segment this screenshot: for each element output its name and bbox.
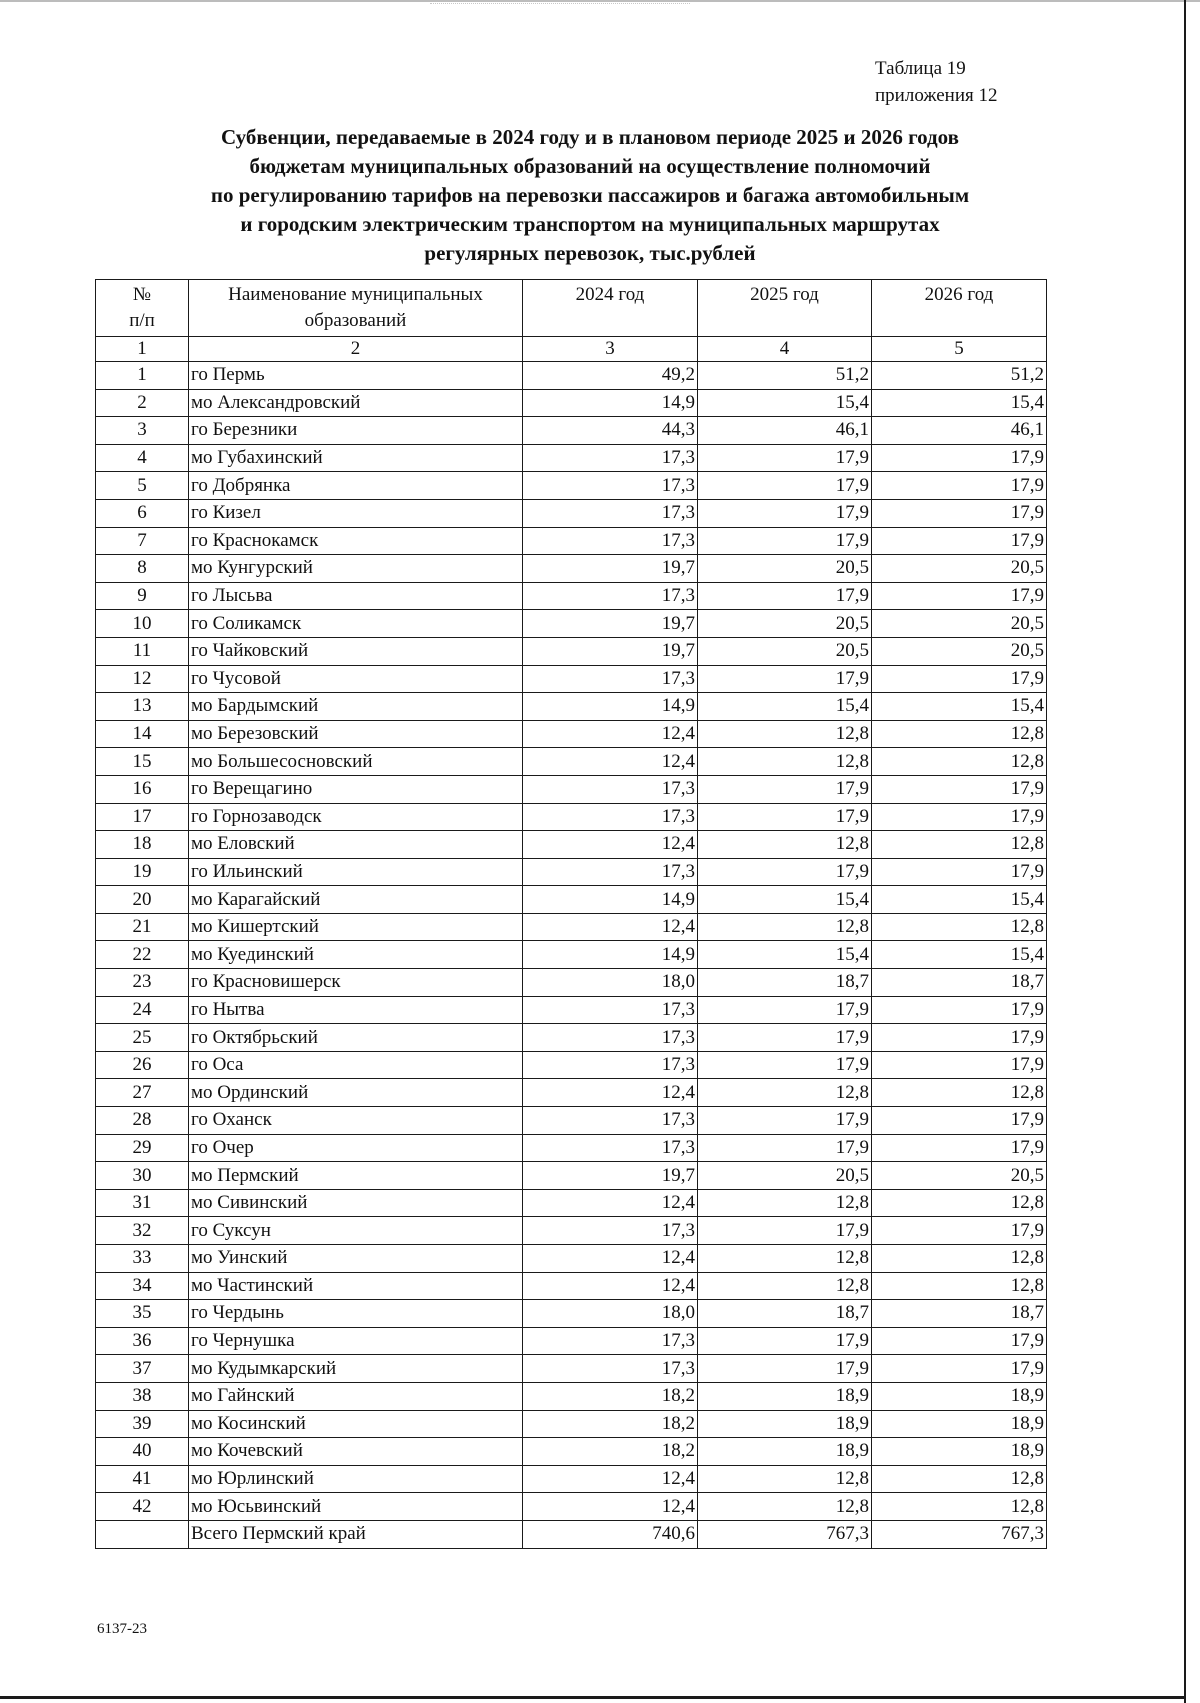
row-number: 3 <box>96 417 189 445</box>
row-number: 22 <box>96 941 189 969</box>
municipality-name: го Очер <box>189 1134 523 1162</box>
column-number: 3 <box>523 337 698 362</box>
value-2025: 17,9 <box>698 1355 872 1383</box>
header-row <box>96 280 1047 337</box>
municipality-name: го Октябрьский <box>189 1024 523 1052</box>
value-2024: 17,3 <box>523 1217 698 1245</box>
row-number: 6 <box>96 499 189 527</box>
title-line2: бюджетам муниципальных образований на осуществление полномочий <box>249 154 931 178</box>
value-2026: 17,9 <box>872 582 1047 610</box>
row-number: 15 <box>96 748 189 776</box>
row-number: 31 <box>96 1189 189 1217</box>
value-2025: 20,5 <box>698 637 872 665</box>
header-number-line1: № <box>132 284 152 305</box>
value-2025: 15,4 <box>698 886 872 914</box>
row-number: 4 <box>96 444 189 472</box>
scan-bottom-edge <box>0 1696 1186 1699</box>
municipality-name: го Соликамск <box>189 610 523 638</box>
value-2025: 17,9 <box>698 1107 872 1135</box>
value-2024: 12,4 <box>523 1272 698 1300</box>
document-code: 6137-23 <box>97 1621 147 1637</box>
value-2026: 12,8 <box>872 1245 1047 1273</box>
municipality-name: го Кизел <box>189 499 523 527</box>
header-2026: 2026 год <box>872 280 1047 337</box>
municipality-name: го Лысьва <box>189 582 523 610</box>
row-number: 25 <box>96 1024 189 1052</box>
municipality-name: мо Кудымкарский <box>189 1355 523 1383</box>
municipality-name: го Оханск <box>189 1107 523 1135</box>
table-row <box>96 748 1047 776</box>
total-2026: 767,3 <box>872 1520 1047 1548</box>
value-2025: 15,4 <box>698 693 872 721</box>
row-number: 24 <box>96 996 189 1024</box>
municipality-name: мо Березовский <box>189 720 523 748</box>
table-row <box>96 941 1047 969</box>
municipality-name: мо Кочевский <box>189 1438 523 1466</box>
municipality-name: го Березники <box>189 417 523 445</box>
table-row <box>96 1134 1047 1162</box>
row-number: 28 <box>96 1107 189 1135</box>
value-2026: 17,9 <box>872 996 1047 1024</box>
value-2025: 18,7 <box>698 969 872 997</box>
value-2025: 12,8 <box>698 1272 872 1300</box>
municipality-name: го Нытва <box>189 996 523 1024</box>
value-2025: 17,9 <box>698 996 872 1024</box>
value-2026: 12,8 <box>872 720 1047 748</box>
value-2026: 17,9 <box>872 858 1047 886</box>
value-2026: 12,8 <box>872 1465 1047 1493</box>
municipality-name: мо Губахинский <box>189 444 523 472</box>
municipality-name: мо Кишертский <box>189 913 523 941</box>
value-2026: 12,8 <box>872 913 1047 941</box>
row-number: 5 <box>96 472 189 500</box>
value-2024: 18,2 <box>523 1382 698 1410</box>
value-2026: 12,8 <box>872 1493 1047 1521</box>
value-2024: 14,9 <box>523 389 698 417</box>
value-2025: 12,8 <box>698 1493 872 1521</box>
table-row <box>96 1217 1047 1245</box>
header-municipality-line2: образований <box>304 310 407 331</box>
row-number: 32 <box>96 1217 189 1245</box>
value-2024: 12,4 <box>523 913 698 941</box>
value-2025: 18,7 <box>698 1300 872 1328</box>
municipality-name: мо Пермский <box>189 1162 523 1190</box>
municipality-name: мо Юсьвинский <box>189 1493 523 1521</box>
municipality-name: го Оса <box>189 1051 523 1079</box>
row-number: 8 <box>96 555 189 583</box>
municipality-name: мо Ординский <box>189 1079 523 1107</box>
table-row <box>96 803 1047 831</box>
value-2026: 17,9 <box>872 775 1047 803</box>
table-row <box>96 1355 1047 1383</box>
table-row <box>96 610 1047 638</box>
municipality-name: мо Карагайский <box>189 886 523 914</box>
value-2025: 17,9 <box>698 1051 872 1079</box>
value-2024: 12,4 <box>523 831 698 859</box>
subventions-table <box>95 279 1047 1549</box>
row-number: 27 <box>96 1079 189 1107</box>
value-2026: 17,9 <box>872 1327 1047 1355</box>
municipality-name: мо Александровский <box>189 389 523 417</box>
value-2024: 17,3 <box>523 1051 698 1079</box>
table-row <box>96 996 1047 1024</box>
value-2026: 12,8 <box>872 831 1047 859</box>
value-2025: 17,9 <box>698 858 872 886</box>
value-2026: 17,9 <box>872 1107 1047 1135</box>
table-row <box>96 1024 1047 1052</box>
value-2024: 17,3 <box>523 803 698 831</box>
row-number: 20 <box>96 886 189 914</box>
table-row <box>96 1245 1047 1273</box>
total-2024: 740,6 <box>523 1520 698 1548</box>
value-2024: 12,4 <box>523 1245 698 1273</box>
municipality-name: го Пермь <box>189 362 523 390</box>
table-row <box>96 1079 1047 1107</box>
value-2024: 17,3 <box>523 1327 698 1355</box>
value-2026: 15,4 <box>872 693 1047 721</box>
value-2024: 14,9 <box>523 693 698 721</box>
value-2026: 18,9 <box>872 1382 1047 1410</box>
value-2024: 18,0 <box>523 969 698 997</box>
table-row <box>96 1300 1047 1328</box>
row-number: 37 <box>96 1355 189 1383</box>
value-2026: 18,9 <box>872 1438 1047 1466</box>
header-municipality-line1: Наименование муниципальных <box>228 284 483 305</box>
table-row <box>96 1162 1047 1190</box>
value-2025: 12,8 <box>698 913 872 941</box>
row-number: 23 <box>96 969 189 997</box>
value-2024: 17,3 <box>523 1355 698 1383</box>
value-2025: 12,8 <box>698 1189 872 1217</box>
value-2024: 12,4 <box>523 720 698 748</box>
total-2025: 767,3 <box>698 1520 872 1548</box>
value-2026: 17,9 <box>872 527 1047 555</box>
value-2025: 17,9 <box>698 1217 872 1245</box>
value-2025: 17,9 <box>698 499 872 527</box>
title-line1: Субвенции, передаваемые в 2024 году и в плановом периоде 2025 и 2026 годов <box>221 125 959 149</box>
municipality-name: мо Куединский <box>189 941 523 969</box>
value-2025: 17,9 <box>698 665 872 693</box>
title-line4: и городским электрическим транспортом на муниципальных маршрутах <box>240 212 940 236</box>
value-2024: 17,3 <box>523 775 698 803</box>
value-2024: 12,4 <box>523 1465 698 1493</box>
value-2024: 19,7 <box>523 610 698 638</box>
row-number: 13 <box>96 693 189 721</box>
table-row <box>96 665 1047 693</box>
row-number: 29 <box>96 1134 189 1162</box>
value-2024: 49,2 <box>523 362 698 390</box>
value-2024: 14,9 <box>523 886 698 914</box>
value-2025: 17,9 <box>698 582 872 610</box>
value-2024: 17,3 <box>523 1107 698 1135</box>
municipality-name: го Добрянка <box>189 472 523 500</box>
table-body <box>96 362 1047 1521</box>
column-number: 5 <box>872 337 1047 362</box>
municipality-name: го Чайковский <box>189 637 523 665</box>
row-number: 26 <box>96 1051 189 1079</box>
value-2025: 20,5 <box>698 610 872 638</box>
municipality-name: мо Кунгурский <box>189 555 523 583</box>
value-2026: 18,7 <box>872 969 1047 997</box>
table-row <box>96 1465 1047 1493</box>
table-row <box>96 1382 1047 1410</box>
table-reference <box>875 55 997 109</box>
column-number-row <box>96 337 1047 362</box>
row-number: 1 <box>96 362 189 390</box>
municipality-name: мо Сивинский <box>189 1189 523 1217</box>
value-2026: 15,4 <box>872 886 1047 914</box>
title-line3: по регулированию тарифов на перевозки пассажиров и багажа автомобильным <box>210 183 970 207</box>
value-2024: 19,7 <box>523 1162 698 1190</box>
row-number: 16 <box>96 775 189 803</box>
value-2024: 17,3 <box>523 1134 698 1162</box>
table-row <box>96 720 1047 748</box>
municipality-name: го Ильинский <box>189 858 523 886</box>
table-row <box>96 1107 1047 1135</box>
table-row <box>96 858 1047 886</box>
table-reference-line1: Таблица 19 <box>875 58 966 79</box>
value-2025: 17,9 <box>698 1327 872 1355</box>
value-2024: 19,7 <box>523 555 698 583</box>
municipality-name: мо Большесосновский <box>189 748 523 776</box>
row-number: 21 <box>96 913 189 941</box>
table-row <box>96 1327 1047 1355</box>
table-row <box>96 913 1047 941</box>
value-2026: 18,7 <box>872 1300 1047 1328</box>
document-title <box>95 123 1085 268</box>
table-row <box>96 527 1047 555</box>
value-2024: 17,3 <box>523 444 698 472</box>
table-row <box>96 389 1047 417</box>
value-2026: 17,9 <box>872 1217 1047 1245</box>
table-row <box>96 693 1047 721</box>
municipality-name: го Горнозаводск <box>189 803 523 831</box>
row-number: 40 <box>96 1438 189 1466</box>
table-row <box>96 637 1047 665</box>
table-row <box>96 1189 1047 1217</box>
table-row <box>96 1438 1047 1466</box>
table-row <box>96 444 1047 472</box>
value-2025: 20,5 <box>698 1162 872 1190</box>
value-2025: 18,9 <box>698 1410 872 1438</box>
value-2024: 19,7 <box>523 637 698 665</box>
table-row <box>96 555 1047 583</box>
table-row <box>96 362 1047 390</box>
value-2024: 17,3 <box>523 527 698 555</box>
value-2026: 17,9 <box>872 665 1047 693</box>
value-2025: 17,9 <box>698 1024 872 1052</box>
row-number: 9 <box>96 582 189 610</box>
value-2025: 12,8 <box>698 748 872 776</box>
municipality-name: го Суксун <box>189 1217 523 1245</box>
value-2025: 46,1 <box>698 417 872 445</box>
value-2024: 18,0 <box>523 1300 698 1328</box>
municipality-name: го Чусовой <box>189 665 523 693</box>
value-2026: 17,9 <box>872 472 1047 500</box>
row-number: 14 <box>96 720 189 748</box>
value-2025: 12,8 <box>698 831 872 859</box>
row-number: 11 <box>96 637 189 665</box>
value-2026: 12,8 <box>872 1079 1047 1107</box>
row-number: 18 <box>96 831 189 859</box>
row-number: 39 <box>96 1410 189 1438</box>
value-2026: 18,9 <box>872 1410 1047 1438</box>
header-2024: 2024 год <box>523 280 698 337</box>
row-number: 34 <box>96 1272 189 1300</box>
value-2026: 15,4 <box>872 389 1047 417</box>
value-2026: 17,9 <box>872 1051 1047 1079</box>
municipality-name: го Чернушка <box>189 1327 523 1355</box>
municipality-name: мо Уинский <box>189 1245 523 1273</box>
value-2024: 18,2 <box>523 1438 698 1466</box>
table-row <box>96 775 1047 803</box>
value-2024: 17,3 <box>523 996 698 1024</box>
table-row <box>96 1493 1047 1521</box>
value-2025: 51,2 <box>698 362 872 390</box>
municipality-name: мо Косинский <box>189 1410 523 1438</box>
value-2025: 17,9 <box>698 444 872 472</box>
value-2024: 14,9 <box>523 941 698 969</box>
value-2026: 20,5 <box>872 555 1047 583</box>
municipality-name: мо Гайнский <box>189 1382 523 1410</box>
municipality-name: мо Частинский <box>189 1272 523 1300</box>
municipality-name: мо Юрлинский <box>189 1465 523 1493</box>
value-2024: 17,3 <box>523 665 698 693</box>
value-2026: 12,8 <box>872 748 1047 776</box>
value-2024: 18,2 <box>523 1410 698 1438</box>
table-row <box>96 886 1047 914</box>
row-number: 36 <box>96 1327 189 1355</box>
value-2025: 12,8 <box>698 1245 872 1273</box>
scan-top-edge <box>0 0 1200 2</box>
municipality-name: го Краснокамск <box>189 527 523 555</box>
total-label: Всего Пермский край <box>189 1520 523 1548</box>
value-2026: 15,4 <box>872 941 1047 969</box>
value-2026: 17,9 <box>872 803 1047 831</box>
value-2026: 17,9 <box>872 499 1047 527</box>
scan-right-edge <box>1184 0 1186 1703</box>
municipality-name: го Чердынь <box>189 1300 523 1328</box>
municipality-name: мо Бардымский <box>189 693 523 721</box>
table-row <box>96 969 1047 997</box>
row-number: 42 <box>96 1493 189 1521</box>
total-number <box>96 1520 189 1548</box>
value-2026: 20,5 <box>872 610 1047 638</box>
row-number: 41 <box>96 1465 189 1493</box>
table-row <box>96 582 1047 610</box>
column-number: 2 <box>189 337 523 362</box>
row-number: 12 <box>96 665 189 693</box>
row-number: 10 <box>96 610 189 638</box>
value-2025: 17,9 <box>698 472 872 500</box>
row-number: 17 <box>96 803 189 831</box>
value-2025: 17,9 <box>698 803 872 831</box>
column-number: 4 <box>698 337 872 362</box>
value-2026: 17,9 <box>872 1024 1047 1052</box>
table-row <box>96 831 1047 859</box>
row-number: 35 <box>96 1300 189 1328</box>
value-2025: 20,5 <box>698 555 872 583</box>
scan-top-mark <box>430 3 690 4</box>
value-2025: 12,8 <box>698 1465 872 1493</box>
value-2024: 12,4 <box>523 1493 698 1521</box>
value-2025: 17,9 <box>698 1134 872 1162</box>
column-number: 1 <box>96 337 189 362</box>
value-2025: 12,8 <box>698 1079 872 1107</box>
row-number: 7 <box>96 527 189 555</box>
table-row <box>96 472 1047 500</box>
value-2024: 17,3 <box>523 858 698 886</box>
value-2025: 15,4 <box>698 389 872 417</box>
municipality-name: мо Еловский <box>189 831 523 859</box>
municipality-name: го Верещагино <box>189 775 523 803</box>
table-row <box>96 417 1047 445</box>
row-number: 19 <box>96 858 189 886</box>
value-2026: 12,8 <box>872 1272 1047 1300</box>
value-2024: 17,3 <box>523 1024 698 1052</box>
value-2024: 17,3 <box>523 582 698 610</box>
table-row <box>96 1272 1047 1300</box>
value-2026: 51,2 <box>872 362 1047 390</box>
value-2025: 18,9 <box>698 1382 872 1410</box>
table-row <box>96 499 1047 527</box>
table-reference-line2: приложения 12 <box>875 85 998 106</box>
row-number: 2 <box>96 389 189 417</box>
value-2026: 17,9 <box>872 1134 1047 1162</box>
value-2026: 17,9 <box>872 1355 1047 1383</box>
value-2024: 17,3 <box>523 499 698 527</box>
table-row <box>96 1410 1047 1438</box>
value-2025: 18,9 <box>698 1438 872 1466</box>
row-number: 30 <box>96 1162 189 1190</box>
value-2025: 15,4 <box>698 941 872 969</box>
total-row <box>96 1520 1047 1548</box>
title-line5: регулярных перевозок, тыс.рублей <box>424 241 756 265</box>
row-number: 33 <box>96 1245 189 1273</box>
value-2026: 46,1 <box>872 417 1047 445</box>
header-number-line2: п/п <box>129 310 155 331</box>
table-row <box>96 1051 1047 1079</box>
value-2026: 12,8 <box>872 1189 1047 1217</box>
value-2024: 44,3 <box>523 417 698 445</box>
municipality-name: го Красновишерск <box>189 969 523 997</box>
value-2024: 12,4 <box>523 1189 698 1217</box>
value-2026: 17,9 <box>872 444 1047 472</box>
value-2025: 12,8 <box>698 720 872 748</box>
value-2024: 12,4 <box>523 1079 698 1107</box>
row-number: 38 <box>96 1382 189 1410</box>
value-2026: 20,5 <box>872 1162 1047 1190</box>
header-municipality <box>189 280 523 337</box>
header-2025: 2025 год <box>698 280 872 337</box>
header-number <box>96 280 189 337</box>
value-2025: 17,9 <box>698 527 872 555</box>
value-2025: 17,9 <box>698 775 872 803</box>
value-2024: 12,4 <box>523 748 698 776</box>
value-2026: 20,5 <box>872 637 1047 665</box>
value-2024: 17,3 <box>523 472 698 500</box>
